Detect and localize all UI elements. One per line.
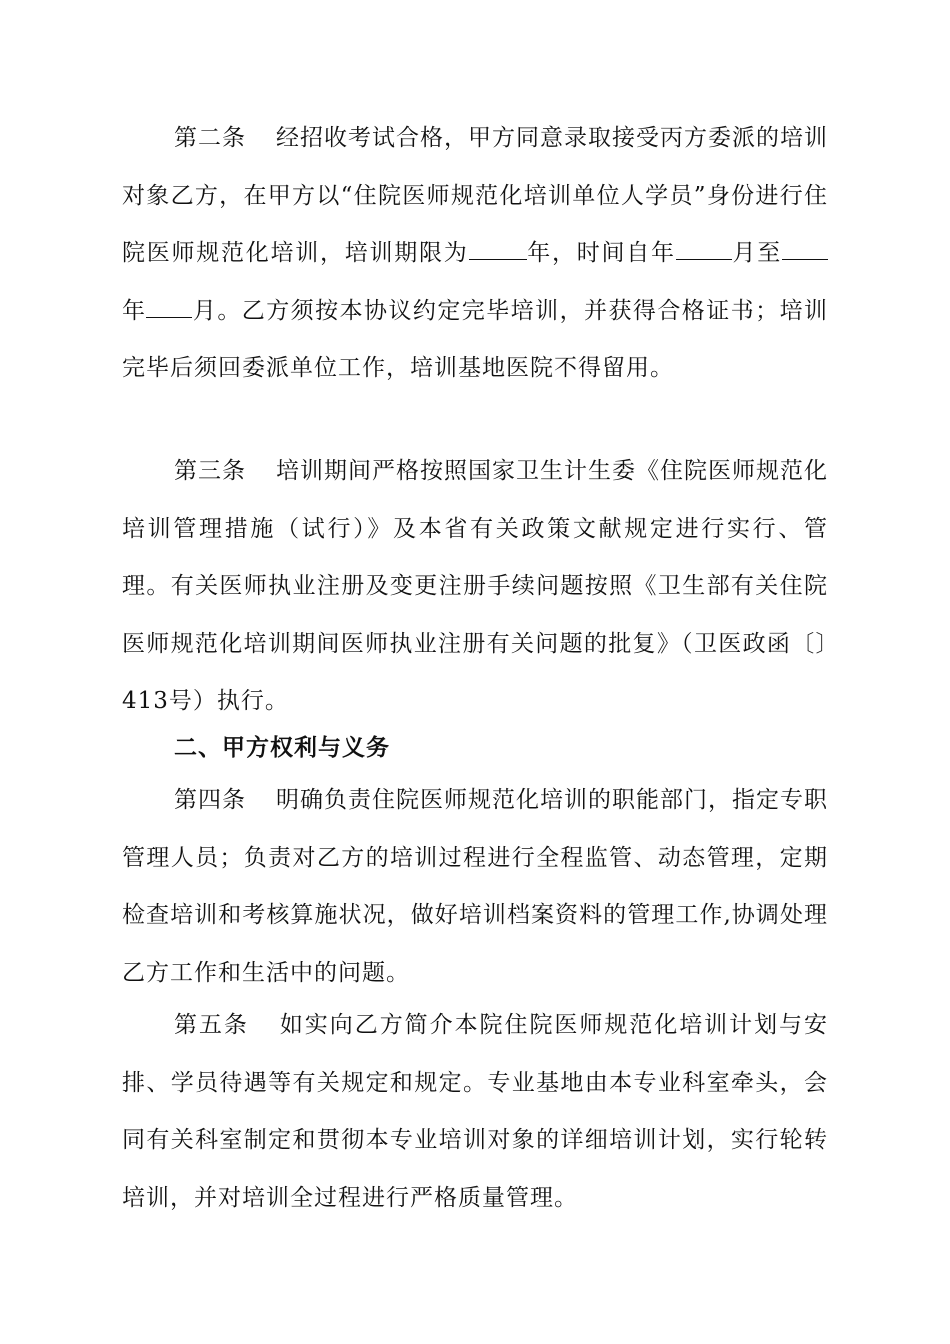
article-4 [122, 772, 828, 1002]
article-2-text-e: 月。乙方须按本协议约定完毕培训，并获得合格证书；培训完毕后须回委派单位工作，培训基地医院不得留用。 [122, 297, 829, 381]
article-2-text-a: 经招收考试合格，甲方同意录取接受丙方委派的培训对象乙方，在甲方以“住院医师规范化培训单位人学员”身份进行住院医师规范化培训，培训期限为 [122, 125, 828, 266]
article-2-text-c: 月至 [731, 240, 782, 266]
article-2-label: 第二条 [174, 125, 246, 151]
article-3-label: 第三条 [174, 458, 246, 484]
blank-end-year [782, 237, 828, 260]
blank-start-month [676, 237, 732, 260]
blank-term-years [469, 237, 527, 260]
article-3-text: 培训期间严格按照国家卫生计生委《住院医师规范化培训管理措施（试行）》及本省有关政策文献规定进行实行、管理。有关医师执业注册及变更注册手续问题按照《卫生部有关住院医师规范化培训期间医师执业注册有关问题的批复》（卫医政函〔〕413号）执行。 [122, 458, 828, 714]
article-2-text-b: 年，时间自年 [526, 240, 676, 266]
section-2-heading: 二、甲方权利与义务 [174, 735, 390, 761]
article-4-label: 第四条 [174, 787, 246, 813]
article-2-text-d: 年 [122, 297, 147, 324]
article-5 [122, 997, 828, 1227]
article-5-text: 如实向乙方简介本院住院医师规范化培训计划与安排、学员待遇等有关规定和规定。专业基地由本专业科室牵头，会同有关科室制定和贯彻本专业培训对象的详细培训计划，实行轮转培训，并对培训全过程进行严格质量管理。 [122, 1012, 829, 1211]
article-2 [122, 110, 828, 398]
article-4-text: 明确负责住院医师规范化培训的职能部门，指定专职管理人员；负责对乙方的培训过程进行全程监管、动态管理，定期检查培训和考核算施状况，做好培训档案资料的管理工作,协调处理乙方工作和生活中的问题。 [122, 787, 828, 986]
article-5-label: 第五条 [174, 1012, 249, 1038]
article-3 [122, 443, 828, 731]
blank-end-month [146, 295, 192, 318]
